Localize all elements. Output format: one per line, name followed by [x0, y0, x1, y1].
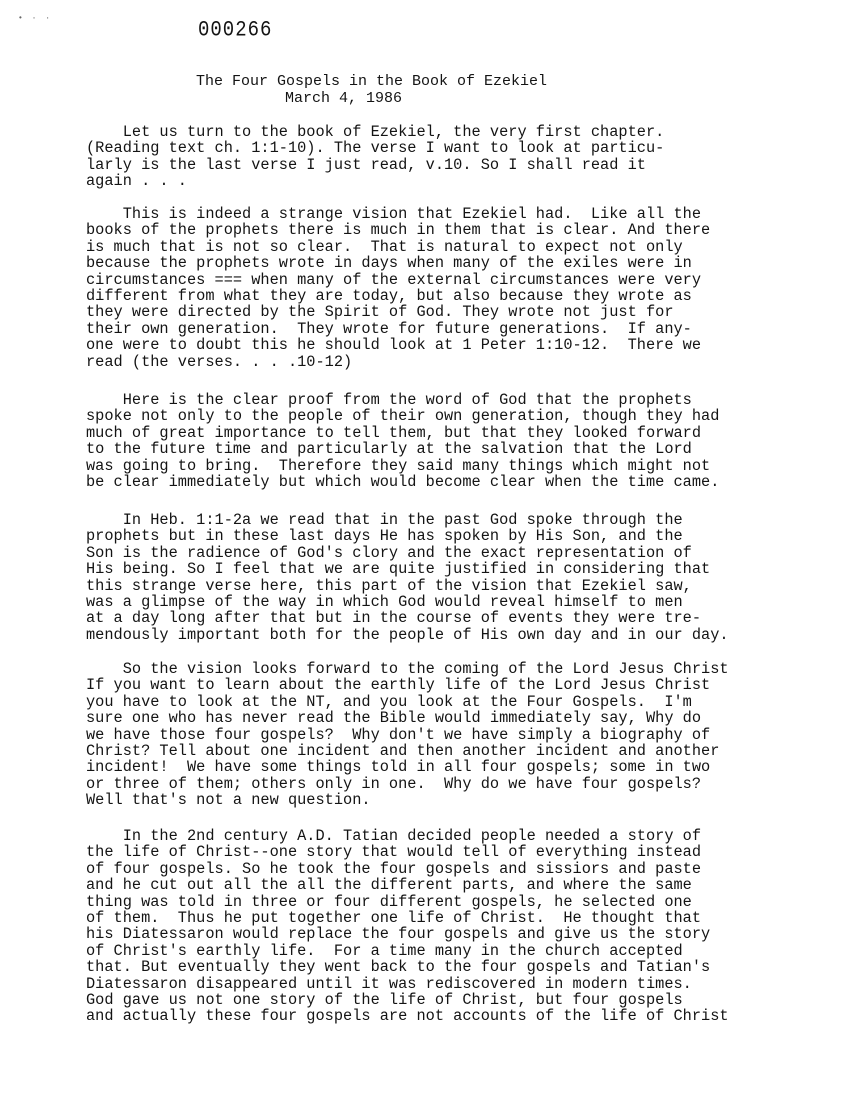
scan-speck: • · ·: [18, 14, 53, 23]
paragraph-6: In the 2nd century A.D. Tatian decided people needed a story of the life of Christ--one story that would tell of everything instead of four gospels. So he took the four gospels and sissiors and paste and he cut out all the all the different parts, and where the same thing was told in three or four different gospels, he selected one of them. Thus he put together one life of Christ. He thought that his Diatessaron would replace the four gospels and give us the story of Christ's earthly life. For a time many in the church accepted that. But eventually they went back to the four gospels and Tatian's Diatessaron disappeared until it was rediscovered in modern times. God gave us not one story of the life of Christ, but four gospels and actually these four gospels are not accounts of the life of Christ: [86, 827, 729, 1026]
document-number: 000266: [198, 17, 273, 43]
paragraph-5: So the vision looks forward to the coming of the Lord Jesus Christ If you want to learn about the earthly life of the Lord Jesus Christ you have to look at the NT, and you look at the Four Gospels. I'm sure one who has never read the Bible would immediately say, Why do we have those four gospels? Why don't we have simply a biography of Christ? Tell about one incident and then another incident and another incident! We have some things told in all four gospels; some in two or three of them; others only in one. Why do we have four gospels? Well that's not a new question.: [86, 660, 729, 810]
paragraph-1: Let us turn to the book of Ezekiel, the very first chapter. (Reading text ch. 1:1-10). The verse I want to look at particu- larly is the last verse I just read, v.10. So I shall read it again . . .: [86, 123, 665, 191]
sermon-date: March 4, 1986: [285, 90, 403, 107]
paragraph-2: This is indeed a strange vision that Ezekiel had. Like all the books of the prophets there is much in them that is clear. And there is much that is not so clear. That is natural to expect not only because the prophets wrote in days when many of the exiles were in circumstances === when many of the external circumstances were very different from what they are today, but also because they wrote as they were directed by the Spirit of God. They wrote not just for their own generation. They wrote for future generations. If any- one were to doubt this he should look at 1 Peter 1:10-12. There we read (the verses. . . .10-12): [86, 205, 711, 371]
paragraph-3: Here is the clear proof from the word of God that the prophets spoke not only to the people of their own generation, though they had much of great importance to tell them, but that they looked forward to the future time and particularly at the salvation that the Lord was going to bring. Therefore they said many things which might not be clear immediately but which would become clear when the time came.: [86, 391, 720, 492]
sermon-title: The Four Gospels in the Book of Ezekiel: [196, 73, 548, 90]
paragraph-4: In Heb. 1:1-2a we read that in the past God spoke through the prophets but in these last days He has spoken by His Son, and the Son is the radience of God's clory and the exact representation of His being. So I feel that we are quite justified in considering that this strange verse here, this part of the vision that Ezekiel saw, was a glimpse of the way in which God would reveal himself to men at a day long after that but in the course of events they were tre- mendously important both for the people of His own day and in our day.: [86, 511, 729, 644]
